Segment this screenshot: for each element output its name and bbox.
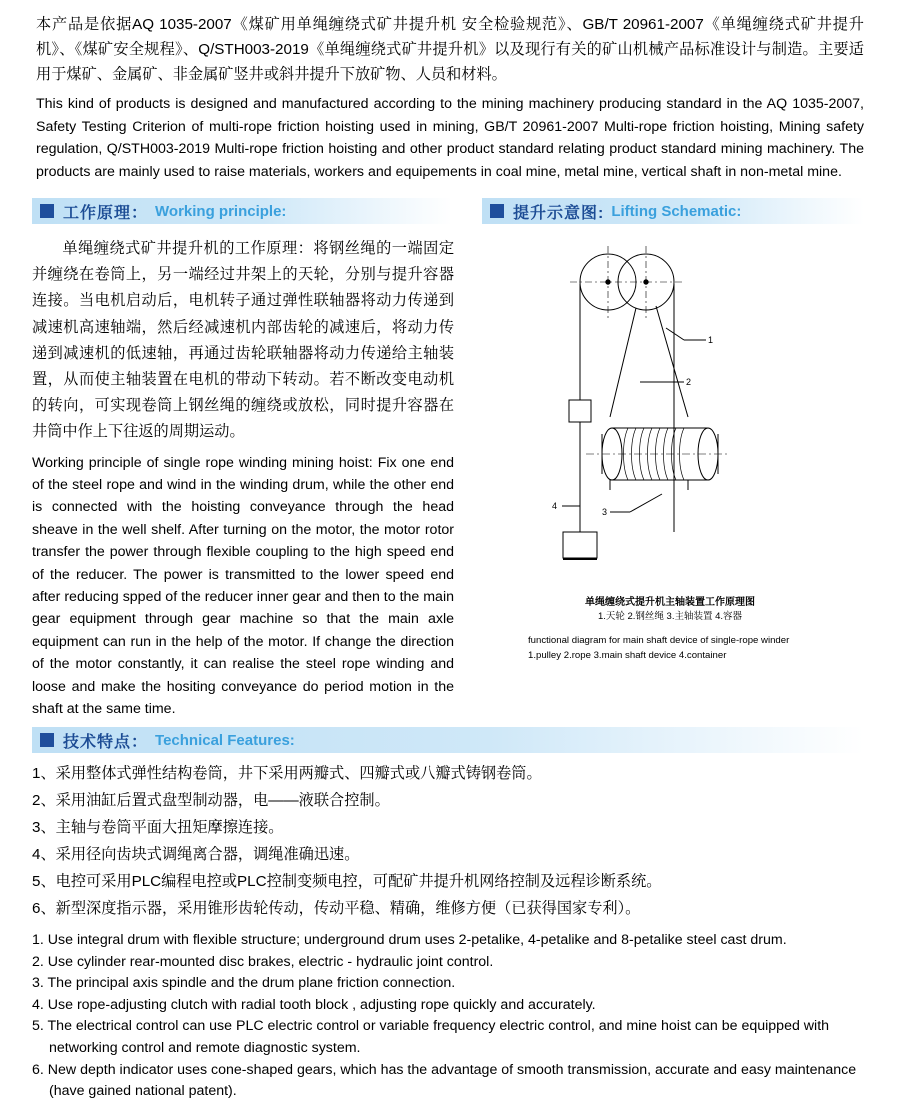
list-item: 5. The electrical control can use PLC electric control or variable frequency electric control, and mine hoist can be equipped with networking control and remote diagnostic system.	[32, 1018, 830, 1056]
schematic-caption-cn-items: 1.天轮 2.钢丝绳 3.主轴装置 4.容器	[597, 611, 743, 622]
schematic-svg	[470, 232, 870, 632]
list-item: 2、采用油缸后置式盘型制动器，电——液联合控制。	[32, 792, 390, 809]
schematic-label-3: 3	[602, 507, 608, 517]
list-item: 3. The principal axis spindle and the drum plane friction connection.	[32, 975, 456, 992]
schematic-caption-cn	[470, 596, 870, 624]
section-header-lifting-schematic	[482, 198, 864, 224]
list-item: 6. New depth indicator uses cone-shaped gears, which has the advantage of smooth transmission, accurate and easy maintenance (have gained national patent).	[32, 1061, 857, 1100]
working-principle-chinese: 单绳缠绕式矿井提升机的工作原理：将钢丝绳的一端固定并缠绕在卷筒上，另一端经过井架上的天轮，分别与提升容器连接。当电机启动后，电机转子通过弹性联轴器将动力传递到减速机高速轴端，然后经减速机内部齿轮的减速后，将动力传递到减速机的低速轴，再通过齿轮联轴器将动力传递给主轴装置，从而使主轴装置在电机的带动下转动。若不断改变电动机的转向，可实现卷筒上钢丝绳的缠绕或放松，同时提升容器在井筒中作上下往返的周期运动。	[32, 240, 454, 441]
schematic-caption-en-items: 1.pulley 2.rope 3.main shaft device 4.container	[528, 649, 727, 661]
intro-english-text: This kind of products is designed and manufactured according to the mining machinery producing standard in the AQ 1035-2007, Safety Testing Criterion of multi-rope friction hoisting used in mining, GB/T 20961-2007 Multi-rope friction hoisting, Mining safety regulation, Q/STH003-2019 Multi-rope friction hoisting and other product standard relating product standard mining machinery. The products are mainly used to raise materials, workers and equipements in coal mine, metal mine, vertical shaft in non-metal mine.	[36, 96, 864, 180]
working-principle-body	[32, 236, 454, 721]
section-title-en: Technical Features:	[155, 731, 295, 749]
list-item: 1. Use integral drum with flexible structure; underground drum uses 2-petalike, 4-petalike and 8-petalike steel cast drum.	[32, 932, 787, 948]
schematic-caption-en-title: functional diagram for main shaft device of single-rope winder	[528, 635, 790, 646]
list-item: 3、主轴与卷筒平面大扭矩摩擦连接。	[32, 819, 284, 836]
working-principle-english: Working principle of single rope winding mining hoist: Fix one end of the steel rope and wind in the winding drum, while the other end is connected with the hoisting conveyance through the head sheave in the well shelf. After turning on the motor, the motor rotor transfer the power through flexible coupling to the high speed end of the reducer. The power is transmitted to the lower speed end after reducing spped of the reducer inner gear and then to the main gear equipment through gear machine so that the main axle equipment can run in the help of the motor. If change the direction of the motor constantly, it can realise the steel rope winding and loose and make the hositing conveyance do period motion in the shaft at the same time.	[32, 454, 454, 718]
schematic-caption-cn-title: 单绳缠绕式提升机主轴装置工作原理图	[585, 597, 755, 608]
square-bullet-icon	[40, 204, 54, 218]
section-header-technical-features	[32, 727, 864, 753]
section-title-en: Working principle:	[155, 202, 287, 220]
square-bullet-icon	[490, 204, 504, 218]
feature-list-en	[32, 930, 868, 1103]
list-item: 6、新型深度指示器，采用锥形齿轮传动，传动平稳、精确，维修方便（已获得国家专利）。	[32, 900, 641, 917]
schematic-label-1: 1	[708, 335, 714, 345]
schematic-label-2: 2	[686, 377, 692, 387]
list-item: 4、采用径向齿块式调绳离合器，调绳准确迅速。	[32, 846, 360, 863]
list-item: 5、电控可采用PLC编程电控或PLC控制变频电控，可配矿井提升机网络控制及远程诊断系统。	[32, 873, 662, 890]
section-title-cn: 工作原理：	[63, 204, 149, 222]
list-item: 1、采用整体式弹性结构卷筒，井下采用两瓣式、四瓣式或八瓣式铸钢卷筒。	[32, 765, 542, 782]
section-title-cn: 提升示意图:	[513, 204, 605, 222]
intro-block	[36, 12, 864, 183]
section-header-working-principle	[32, 198, 452, 224]
square-bullet-icon	[40, 733, 54, 747]
list-item: 2. Use cylinder rear-mounted disc brakes, electric - hydraulic joint control.	[32, 953, 494, 970]
feature-list-cn	[32, 760, 868, 922]
schematic-label-4: 4	[552, 501, 558, 511]
schematic-caption-en	[528, 634, 868, 663]
intro-chinese-text: 本产品是依据AQ 1035-2007《煤矿用单绳缠绕式矿井提升机 安全检验规范》、GB/T 20961-2007《单绳缠绕式矿井提升机》、《煤矿安全规程》、Q/STH003-2019《单绳缠绕式矿井提升机》以及现行有关的矿山机械产品标准设计与制造。主要适用于煤矿、金属矿、非金属矿竖井或斜井提升下放矿物、人员和材料。	[36, 16, 864, 83]
section-title-en: Lifting Schematic:	[611, 202, 742, 220]
section-title-cn: 技术特点：	[63, 733, 149, 751]
list-item: 4. Use rope-adjusting clutch with radial tooth block , adjusting rope quickly and accurately.	[32, 996, 596, 1013]
technical-features-body	[32, 760, 868, 1103]
